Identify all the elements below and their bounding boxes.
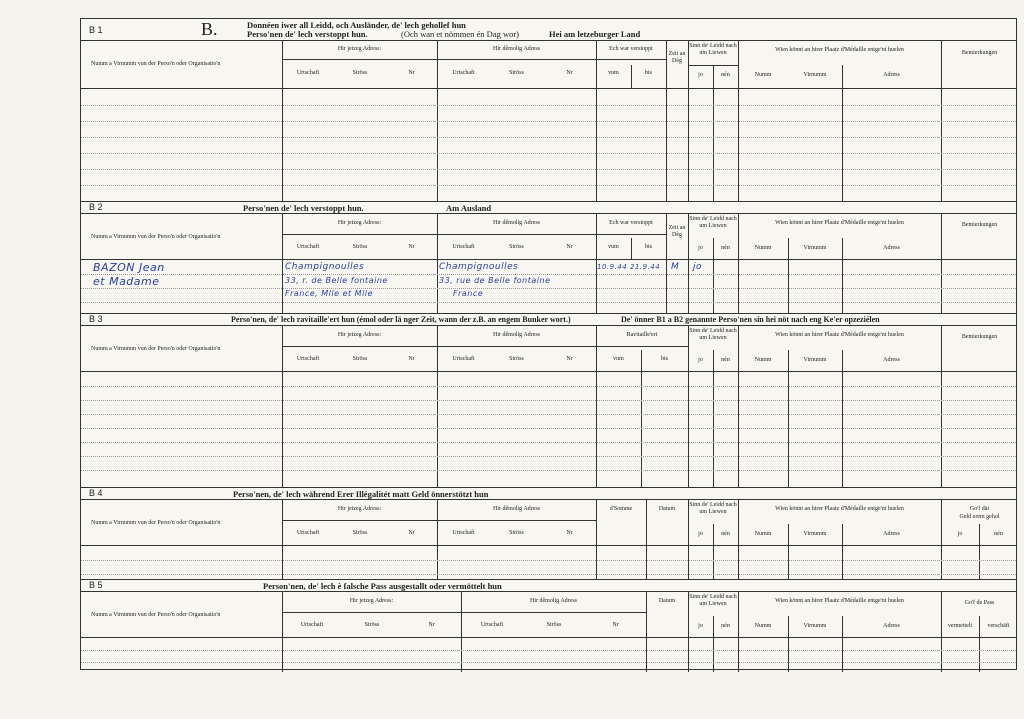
sinn-header: Sinn de' Leidd nach um Liewen — [689, 594, 737, 607]
section-b1 — [81, 19, 1016, 201]
section-b4-header — [81, 488, 1016, 500]
sinn-header: Sinn de' Leidd nach um Liewen — [689, 43, 737, 56]
entry-rows[interactable] — [81, 638, 1016, 672]
gof-header-2: Geld erem gehol — [959, 514, 1000, 520]
nen-header: nén — [721, 531, 730, 537]
handwritten-former-address: Champignoulles — [439, 262, 519, 272]
current-address-header: Hir jetzeg Adress: — [337, 506, 382, 512]
section-code: B 5 — [89, 580, 103, 590]
name-col-header: Numm a Virnumm vun der Perso'n oder Organisatio'n — [91, 612, 221, 618]
numm-header: Numm — [754, 245, 772, 251]
zeit-header: Zeit an Dèg — [668, 225, 686, 238]
urtschaft-header: Urtschaft — [296, 356, 320, 362]
nr-header: Nr — [566, 530, 573, 536]
urtschaft-header: Urtschaft — [452, 244, 475, 250]
jo-header: jo — [698, 623, 703, 629]
nr-header: Nr — [408, 530, 415, 536]
sinn-header: Sinn de' Leidd nach um Liewen — [689, 216, 737, 229]
stross-header: Ströss — [364, 622, 380, 628]
medal-header: Wien könnt an hirer Plaatz d'Médaille entge'nt huelen — [775, 220, 904, 226]
name-col-header: Numm a Virnumm vun der Perso'n oder Organisatio'n — [91, 61, 221, 67]
virnumm-header: Virnumm — [803, 357, 827, 363]
handwritten-mark: M — [671, 262, 680, 272]
handwritten-name: BAZON Jean — [93, 261, 165, 274]
urtschaft-header: Urtschaft — [480, 622, 504, 628]
virnumm-header: Virnumm — [803, 245, 827, 251]
adress-header: Adress — [883, 623, 900, 629]
vum-header: vum — [608, 244, 619, 250]
stross-header: Ströss — [546, 622, 562, 628]
sinn-header: Sinn de' Leidd nach um Liewen — [689, 328, 737, 341]
numm-header: Numm — [754, 357, 772, 363]
section-b5-header — [81, 580, 1016, 592]
nen-header: nén — [721, 357, 730, 363]
section-subtitle: Am Ausland — [446, 203, 492, 213]
nr-header: Nr — [428, 622, 435, 628]
section-b1-header — [81, 19, 1016, 41]
section-title-line2: Perso'nen de' lech verstoppt hun. — [247, 29, 368, 39]
jo-header: jo — [957, 531, 963, 537]
section-code: B 4 — [89, 488, 103, 498]
former-address-header: Hir dêmolig Adress — [493, 220, 540, 226]
zeit-header: Zeit an Dèg — [668, 51, 686, 64]
medal-header: Wien könnt an hirer Plaatz d'Médaille entge'nt huelen — [775, 47, 904, 53]
stross-header: Ströss — [352, 356, 368, 362]
former-address-header: Hir dêmolig Adress — [493, 46, 540, 52]
nr-header: Nr — [408, 244, 415, 250]
gof-header: Go'f dät — [969, 506, 990, 512]
column-header-row — [81, 592, 1016, 638]
adress-header: Adress — [883, 357, 900, 363]
section-b3-header — [81, 314, 1016, 326]
adress-header: Adress — [883, 72, 900, 78]
urtschaft-header: Urtschaft — [300, 622, 324, 628]
numm-header: Numm — [754, 531, 772, 537]
stross-header: Ströss — [509, 244, 524, 250]
section-b5 — [81, 579, 1016, 671]
vum-header: vum — [613, 356, 624, 362]
handwritten-current-address: Champignoulles — [285, 262, 365, 272]
bis-header: bis — [644, 244, 652, 250]
nen-header: nén — [994, 531, 1003, 537]
nr-header: Nr — [566, 244, 573, 250]
stross-header: Ströss — [352, 244, 368, 250]
nen-header: nén — [721, 245, 730, 251]
adress-header: Adress — [883, 531, 900, 537]
section-title: Perso'nen, de' lech ravitaille'ert hun (émol oder lä nger Zeit, wann der z.B. an engem Bunker wort.) — [231, 315, 571, 324]
section-code: B 2 — [89, 202, 103, 212]
nr-header: Nr — [408, 356, 415, 362]
section-b3 — [81, 313, 1016, 487]
section-subtitle-2: Hei am letzeburger Land — [549, 29, 641, 39]
nr-header: Nr — [612, 622, 619, 628]
urtschaft-header: Urtschaft — [296, 244, 320, 250]
stross-header: Ströss — [509, 70, 524, 76]
stross-header: Ströss — [352, 70, 368, 76]
handwritten-name-2: et Madame — [93, 275, 160, 288]
virnumm-header: Virnumm — [803, 72, 827, 78]
gof-pass-header: Go'f de Pass — [964, 600, 995, 606]
handwritten-current-address-2: 33, r. de Belle fontaine — [285, 276, 388, 285]
section-b2 — [81, 201, 1016, 313]
section-big-letter: B. — [201, 19, 218, 39]
datum-header: Datum — [658, 506, 676, 512]
current-address-header: Hir jetzeg Adress: — [337, 46, 382, 52]
column-header-row — [81, 326, 1016, 372]
bemierkungen-header: Bemierkungen — [961, 222, 998, 228]
adress-header: Adress — [883, 245, 900, 251]
medal-header: Wien könnt an hirer Plaatz d'Médaille entge'nt huelen — [775, 332, 904, 338]
medal-header: Wien könnt an hirer Plaatz d'Médaille entge'nt huelen — [775, 506, 904, 512]
bemierkungen-header: Bemierkungen — [961, 50, 998, 56]
bis-header: bis — [660, 356, 668, 362]
vum-header: vum — [608, 70, 619, 76]
current-address-header: Hir jetzeg Adress: — [337, 220, 382, 226]
handwritten-current-address-3: France, Mlle et Mlle — [285, 289, 373, 298]
stross-header: Ströss — [509, 356, 524, 362]
section-b4 — [81, 487, 1016, 579]
nen-header: nén — [721, 72, 730, 78]
urtschaft-header: Urtschaft — [452, 356, 475, 362]
handwritten-former-address-3: France — [453, 289, 484, 298]
former-address-header: Hir dêmolig Adress — [493, 332, 540, 338]
column-header-row — [81, 500, 1016, 546]
urtschaft-header: Urtschaft — [296, 530, 320, 536]
name-col-header: Numm a Virnumm vun der Perso'n oder Organisatio'n — [91, 234, 221, 240]
column-header-row — [81, 41, 1016, 89]
current-address-header: Hir jetzeg Adress: — [337, 332, 382, 338]
name-col-header: Numm a Virnumm vun der Perso'n oder Organisatio'n — [91, 520, 221, 526]
urtschaft-header: Urtschaft — [452, 530, 475, 536]
section-code: B 1 — [89, 25, 103, 35]
section-title: Donnéen iwer all Leidd, och Ausländer, de' lech gehollef hun — [247, 20, 466, 30]
section-title: Person'nen, de' lech è falsche Pass ausgestallt oder vermöttelt hun — [263, 581, 502, 591]
somme-header: d'Somme — [609, 506, 633, 512]
handwritten-former-address-2: 33, rue de Belle fontaine — [439, 276, 551, 285]
hidden-header: Ech war verstoppt — [609, 220, 653, 226]
bemierkungen-header: Bemierkungen — [961, 334, 998, 340]
section-title: Perso'nen de' lech verstoppt hun. — [243, 203, 364, 213]
medal-header: Wien könnt an hirer Plaatz d'Médaille entge'nt huelen — [775, 598, 904, 604]
hidden-header: Ech war verstoppt — [609, 46, 653, 52]
entry-rows[interactable] — [81, 372, 1016, 488]
numm-header: Numm — [754, 623, 772, 629]
sinn-header: Sinn de' Leidd nach um Liewen — [689, 502, 737, 515]
numm-header: Numm — [754, 72, 772, 78]
handwritten-answer: jo — [693, 262, 703, 272]
section-b2-header — [81, 202, 1016, 214]
entry-rows[interactable] — [81, 260, 1016, 314]
former-address-header: Hir dêmolig Adress — [493, 506, 540, 512]
jo-header: jo — [698, 245, 703, 251]
section-title: Perso'nen, de' lech während Erer Illégalitét matt Geld önnerstötzt hun — [233, 489, 489, 499]
handwritten-dates: 10.9.44 21.9.44 — [597, 263, 661, 271]
section-subtitle: De' önner B1 a B2 genannte Perso'nen sin hei nöt nach eng Ke'er opzeziélen — [621, 315, 880, 324]
section-subtitle: (Och wan et nömmen én Dag wor) — [401, 29, 520, 39]
urtschaft-header: Urtschaft — [296, 70, 320, 76]
virnumm-header: Virnumm — [803, 531, 827, 537]
jo-header: jo — [698, 72, 703, 78]
current-address-header: Hir jetzeg Adress: — [349, 598, 394, 604]
verschafft-header: verschäfi — [987, 623, 1010, 629]
vermettelt-header: vermettelt — [947, 623, 973, 629]
jo-header: jo — [698, 531, 703, 537]
nr-header: Nr — [408, 70, 415, 76]
column-header-row — [81, 214, 1016, 260]
nen-header: nén — [721, 623, 730, 629]
section-code: B 3 — [89, 314, 103, 324]
nr-header: Nr — [566, 356, 573, 362]
name-col-header: Numm a Virnumm vun der Perso'n oder Organisatio'n — [91, 346, 221, 352]
questionnaire-form — [80, 18, 1017, 670]
entry-rows[interactable] — [81, 546, 1016, 580]
virnumm-header: Virnumm — [803, 623, 827, 629]
entry-rows[interactable] — [81, 89, 1016, 201]
ravit-header: Ravitaille'ert — [626, 332, 658, 338]
jo-header: jo — [698, 357, 703, 363]
stross-header: Ströss — [509, 530, 524, 536]
nr-header: Nr — [566, 70, 573, 76]
datum-header: Datum — [658, 598, 676, 604]
former-address-header: Hir dêmolig Adress — [530, 598, 577, 604]
bis-header: bis — [644, 70, 652, 76]
urtschaft-header: Urtschaft — [452, 70, 475, 76]
stross-header: Ströss — [352, 530, 368, 536]
